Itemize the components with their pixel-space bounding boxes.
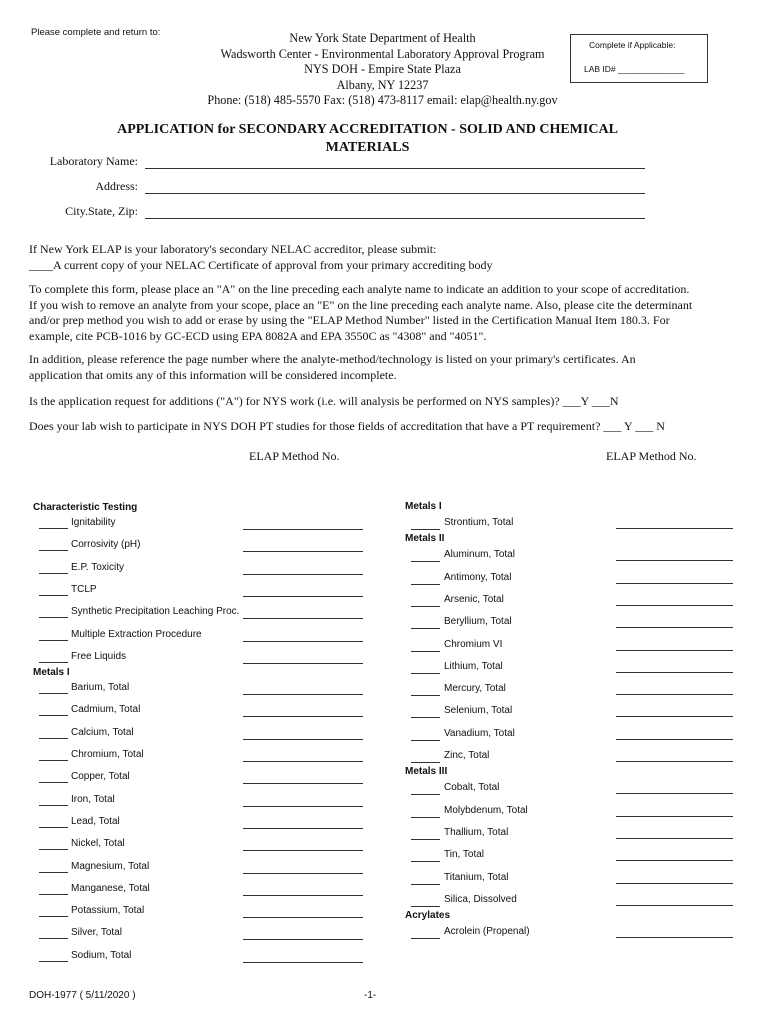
analyte-name: Ignitability: [71, 517, 116, 528]
reference-line: application that omits any of this information will be considered incomplete.: [29, 367, 397, 382]
elap-method-field[interactable]: [243, 761, 363, 762]
instruction-line: To complete this form, please place an "A" on the line preceding each analyte name to indicate an addition to your scope of accreditation.: [29, 282, 690, 296]
analyte-name: Molybdenum, Total: [444, 804, 528, 816]
city-state-zip-field[interactable]: [145, 218, 645, 219]
section-heading: Characteristic Testing: [33, 502, 138, 513]
analyte-name: Nickel, Total: [71, 838, 125, 850]
scope-mark-field[interactable]: [39, 662, 68, 663]
analyte-name: Copper, Total: [71, 771, 130, 783]
scope-mark-field[interactable]: [411, 740, 440, 741]
elap-method-field[interactable]: [616, 694, 733, 695]
analyte-name: Arsenic, Total: [444, 593, 504, 605]
scope-mark-field[interactable]: [411, 794, 440, 795]
scope-mark-field[interactable]: [39, 640, 68, 641]
scope-mark-field[interactable]: [411, 906, 440, 907]
elap-method-field[interactable]: [616, 672, 733, 673]
scope-mark-field[interactable]: [411, 839, 440, 840]
city-state-zip-label: City.State, Zip:: [65, 204, 138, 218]
elap-method-field[interactable]: [616, 905, 733, 906]
elap-method-field[interactable]: [616, 605, 733, 606]
elap-method-field[interactable]: [243, 596, 363, 597]
scope-mark-field[interactable]: [39, 961, 68, 962]
elap-method-field[interactable]: [616, 816, 733, 817]
scope-mark-field[interactable]: [39, 550, 68, 551]
elap-method-field[interactable]: [243, 962, 363, 963]
address-field[interactable]: [145, 193, 645, 194]
elap-method-field[interactable]: [243, 783, 363, 784]
elap-method-field[interactable]: [243, 529, 363, 530]
elap-method-field[interactable]: [243, 574, 363, 575]
analyte-name: Antimony, Total: [444, 571, 512, 583]
address-label: Address:: [95, 179, 138, 193]
analyte-name: Synthetic Precipitation Leaching Proc.: [71, 606, 240, 618]
scope-mark-field[interactable]: [411, 817, 440, 818]
lab-id-field[interactable]: LAB ID# ______________: [584, 64, 685, 74]
analyte-name: Aluminum, Total: [444, 549, 515, 561]
analyte-name: Titanium, Total: [444, 871, 509, 883]
section-heading: Metals I: [33, 667, 70, 679]
form-instructions: [29, 282, 759, 344]
analyte-name: Lithium, Total: [444, 660, 503, 672]
elap-method-field[interactable]: [243, 873, 363, 874]
analyte-name: Mercury, Total: [444, 683, 506, 695]
analyte-name: Cadmium, Total: [71, 704, 141, 716]
analyte-name: Manganese, Total: [71, 882, 150, 894]
elap-method-field[interactable]: [616, 627, 733, 628]
title-line-1: APPLICATION for SECONDARY ACCREDITATION - SOLID AND CHEMICAL: [117, 122, 618, 137]
elap-method-field[interactable]: [243, 917, 363, 918]
scope-mark-field[interactable]: [411, 651, 440, 652]
elap-method-field[interactable]: [243, 828, 363, 829]
elap-method-field[interactable]: [616, 937, 733, 938]
page-number: -1-: [364, 990, 377, 1001]
elap-method-field[interactable]: [616, 650, 733, 651]
lab-name-label: Laboratory Name:: [49, 154, 138, 168]
elap-method-field[interactable]: [243, 694, 363, 695]
elap-method-field[interactable]: [243, 806, 363, 807]
section-heading: Metals III: [405, 766, 448, 778]
analyte-name: Strontium, Total: [444, 517, 514, 528]
elap-method-field[interactable]: [616, 716, 733, 717]
section-heading: Acrylates: [405, 910, 451, 922]
elap-method-field[interactable]: [616, 528, 733, 529]
analyte-name: TCLP: [71, 583, 97, 595]
lab-name-field[interactable]: [145, 168, 645, 169]
scope-mark-field[interactable]: [39, 849, 68, 850]
elap-method-field[interactable]: [616, 739, 733, 740]
elap-method-field[interactable]: [616, 761, 733, 762]
analyte-name: Silica, Dissolved: [444, 893, 517, 905]
nelac-certificate-line[interactable]: ____A current copy of your NELAC Certificate of approval from your primary accrediting body: [29, 257, 493, 272]
elap-method-field[interactable]: [616, 838, 733, 839]
scope-mark-field[interactable]: [39, 872, 68, 873]
scope-mark-field[interactable]: [411, 861, 440, 862]
scope-mark-field[interactable]: [411, 762, 440, 763]
scope-mark-field[interactable]: [39, 738, 68, 739]
scope-mark-field[interactable]: [39, 782, 68, 783]
section-heading: Metals I: [405, 501, 442, 512]
scope-mark-field[interactable]: [39, 617, 68, 618]
scope-mark-field[interactable]: [411, 695, 440, 696]
analyte-name: Magnesium, Total: [71, 860, 150, 872]
scope-mark-field[interactable]: [39, 805, 68, 806]
elap-method-field[interactable]: [243, 551, 363, 552]
pt-studies-question[interactable]: Does your lab wish to participate in NYS DOH PT studies for those fields of accreditation that have a PT requirement? ___ Y ___ N: [29, 419, 665, 433]
nys-work-question[interactable]: Is the application request for additions ("A") for NYS work (i.e. will analysis be performed on NYS samples)? ___Y ___N: [29, 394, 619, 408]
elap-method-field[interactable]: [243, 618, 363, 619]
scope-mark-field[interactable]: [39, 760, 68, 761]
instruction-line: and/or prep method you wish to add or erase by using the "ELAP Method Number" listed in the Certification Manual Item 180.3. For: [29, 313, 670, 327]
analyte-name: Free Liquids: [71, 650, 127, 662]
scope-mark-field[interactable]: [411, 938, 440, 939]
scope-mark-field[interactable]: [39, 827, 68, 828]
nelac-line: If New York ELAP is your laboratory's secondary NELAC accreditor, please submit:: [29, 242, 437, 256]
header-line: Albany, NY 12237: [336, 77, 429, 92]
elap-method-field[interactable]: [243, 939, 363, 940]
left-method-header: ELAP Method No.: [249, 449, 340, 463]
scope-mark-field[interactable]: [411, 529, 440, 530]
lab-id-box: [570, 34, 708, 83]
scope-mark-field[interactable]: [411, 584, 440, 585]
elap-method-field[interactable]: [616, 560, 733, 561]
scope-mark-field[interactable]: [39, 573, 68, 574]
header-line: NYS DOH - Empire State Plaza: [304, 62, 461, 76]
analyte-name: Beryllium, Total: [444, 616, 512, 628]
scope-mark-field[interactable]: [411, 717, 440, 718]
analyte-name: Vanadium, Total: [444, 727, 515, 739]
analyte-name: Acrolein (Propenal): [444, 926, 530, 938]
analyte-name: Potassium, Total: [71, 905, 145, 917]
scope-mark-field[interactable]: [411, 673, 440, 674]
scope-mark-field[interactable]: [39, 916, 68, 917]
return-note: Please complete and return to:: [31, 27, 161, 38]
elap-method-field[interactable]: [243, 850, 363, 851]
analyte-name: Lead, Total: [71, 815, 120, 827]
scope-mark-field[interactable]: [39, 938, 68, 939]
scope-mark-field[interactable]: [411, 628, 440, 629]
elap-method-field[interactable]: [616, 583, 733, 584]
reference-note: [29, 352, 759, 383]
scope-mark-field[interactable]: [39, 693, 68, 694]
scope-mark-field[interactable]: [411, 606, 440, 607]
analyte-name: Thallium, Total: [444, 826, 509, 838]
analyte-name: Multiple Extraction Procedure: [71, 628, 202, 640]
elap-method-field[interactable]: [616, 883, 733, 884]
elap-method-field[interactable]: [243, 716, 363, 717]
analyte-name: Cobalt, Total: [444, 782, 500, 794]
header-line: Wadsworth Center - Environmental Laboratory Approval Program: [220, 46, 545, 61]
header-line: New York State Department of Health: [289, 31, 476, 45]
analyte-name: Iron, Total: [71, 793, 115, 805]
lab-box-title: Complete if Applicable:: [589, 40, 676, 50]
header-line: Phone: (518) 485-5570 Fax: (518) 473-8117 email: elap@health.ny.gov: [207, 93, 558, 107]
nelac-instructions: [29, 242, 759, 273]
analyte-name: Corrosivity (pH): [71, 539, 141, 551]
analyte-name: Sodium, Total: [71, 949, 132, 961]
analyte-name: Silver, Total: [71, 927, 122, 939]
instruction-line: example, cite PCB-1016 by GC-ECD using EPA 8082A and EPA 3550C as "4308" and "4051".: [29, 328, 487, 343]
scope-mark-field[interactable]: [411, 561, 440, 562]
analyte-name: Zinc, Total: [444, 750, 490, 761]
elap-method-field[interactable]: [243, 739, 363, 740]
analyte-name: Chromium VI: [444, 638, 503, 650]
analyte-name: E.P. Toxicity: [71, 561, 124, 573]
analyte-name: Selenium, Total: [444, 705, 513, 717]
instruction-line: If you wish to remove an analyte from your scope, place an "E" on the line preceding each analyte name. Also, please cite the determinant: [29, 297, 693, 312]
analyte-name: Chromium, Total: [71, 749, 144, 760]
scope-mark-field[interactable]: [39, 528, 68, 529]
elap-method-field[interactable]: [243, 895, 363, 896]
elap-method-field[interactable]: [243, 641, 363, 642]
section-heading: Metals II: [405, 533, 445, 545]
scope-mark-field[interactable]: [39, 894, 68, 895]
scope-mark-field[interactable]: [411, 884, 440, 885]
analyte-name: Tin, Total: [444, 849, 485, 861]
right-method-header: ELAP Method No.: [606, 449, 697, 463]
scope-mark-field[interactable]: [39, 715, 68, 716]
elap-method-field[interactable]: [616, 793, 733, 794]
elap-method-field[interactable]: [616, 860, 733, 861]
page-title: [60, 121, 675, 157]
form-number: DOH-1977 ( 5/11/2020 ): [29, 990, 136, 1001]
elap-method-field[interactable]: [243, 663, 363, 664]
reference-line: In addition, please reference the page number where the analyte-method/technology is listed on your primary's certificates. An: [29, 352, 636, 366]
analyte-name: Barium, Total: [71, 682, 130, 694]
title-line-2: MATERIALS: [325, 140, 410, 155]
analyte-name: Calcium, Total: [71, 726, 134, 738]
scope-mark-field[interactable]: [39, 595, 68, 596]
